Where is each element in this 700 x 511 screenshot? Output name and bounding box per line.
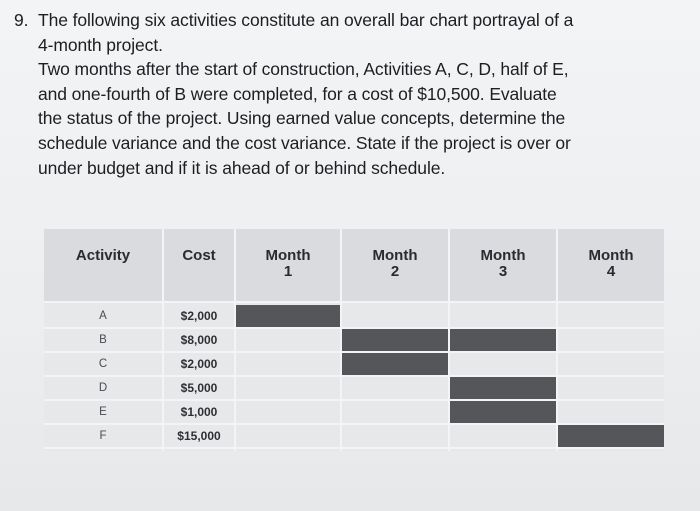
- table-row: [44, 401, 664, 425]
- question-prompt-line: Two months after the start of construction, Activities A, C, D, half of E,: [38, 59, 569, 80]
- column-divider: [340, 229, 342, 451]
- column-divider: [448, 229, 450, 451]
- activity-cell: F: [99, 430, 107, 442]
- question-prompt-line: the status of the project. Using earned value concepts, determine the: [38, 108, 566, 129]
- header-activity: Activity: [75, 247, 131, 264]
- header-month-4: Month 4: [588, 247, 634, 280]
- header-cost: Cost: [182, 247, 216, 264]
- cost-cell: $1,000: [180, 405, 218, 419]
- schedule-bar: [342, 353, 448, 375]
- column-divider: [234, 229, 236, 451]
- table-row: [44, 377, 664, 401]
- cost-cell: $15,000: [177, 429, 221, 443]
- table-row: [44, 425, 664, 449]
- activity-cell: C: [98, 358, 108, 370]
- question-prompt-line: under budget and if it is ahead of or behind schedule.: [38, 157, 446, 178]
- activity-cell: D: [98, 382, 108, 394]
- question-number: 9.: [14, 10, 29, 30]
- cost-cell: $2,000: [180, 309, 218, 323]
- question-intro-line2: 4-month project.: [38, 34, 163, 55]
- activity-cell: A: [99, 310, 107, 322]
- table-header: [44, 229, 664, 303]
- column-divider: [556, 229, 558, 451]
- question-block: [14, 8, 684, 180]
- table-row: [44, 353, 664, 377]
- question-prompt-line: and one-fourth of B were completed, for a cost of $10,500. Evaluate: [38, 83, 557, 104]
- schedule-bar: [236, 305, 340, 327]
- bar-chart-table: [44, 229, 664, 451]
- activity-cell: B: [99, 334, 107, 346]
- cost-cell: $8,000: [180, 333, 218, 347]
- schedule-bar: [450, 377, 556, 399]
- column-divider: [162, 229, 164, 451]
- table-row: [44, 305, 664, 329]
- table-row: [44, 329, 664, 353]
- schedule-bar: [558, 425, 664, 447]
- question-prompt-line: schedule variance and the cost variance. State if the project is over or: [38, 132, 571, 153]
- schedule-bar: [450, 401, 556, 423]
- activity-cell: E: [99, 406, 107, 418]
- question-intro-line1: The following six activities constitute an overall bar chart portrayal of a: [38, 10, 574, 30]
- header-month-3: Month 3: [480, 247, 526, 280]
- cost-cell: $2,000: [180, 357, 218, 371]
- cost-cell: $5,000: [180, 381, 218, 395]
- header-month-2: Month 2: [372, 247, 418, 280]
- header-month-1: Month 1: [265, 247, 311, 280]
